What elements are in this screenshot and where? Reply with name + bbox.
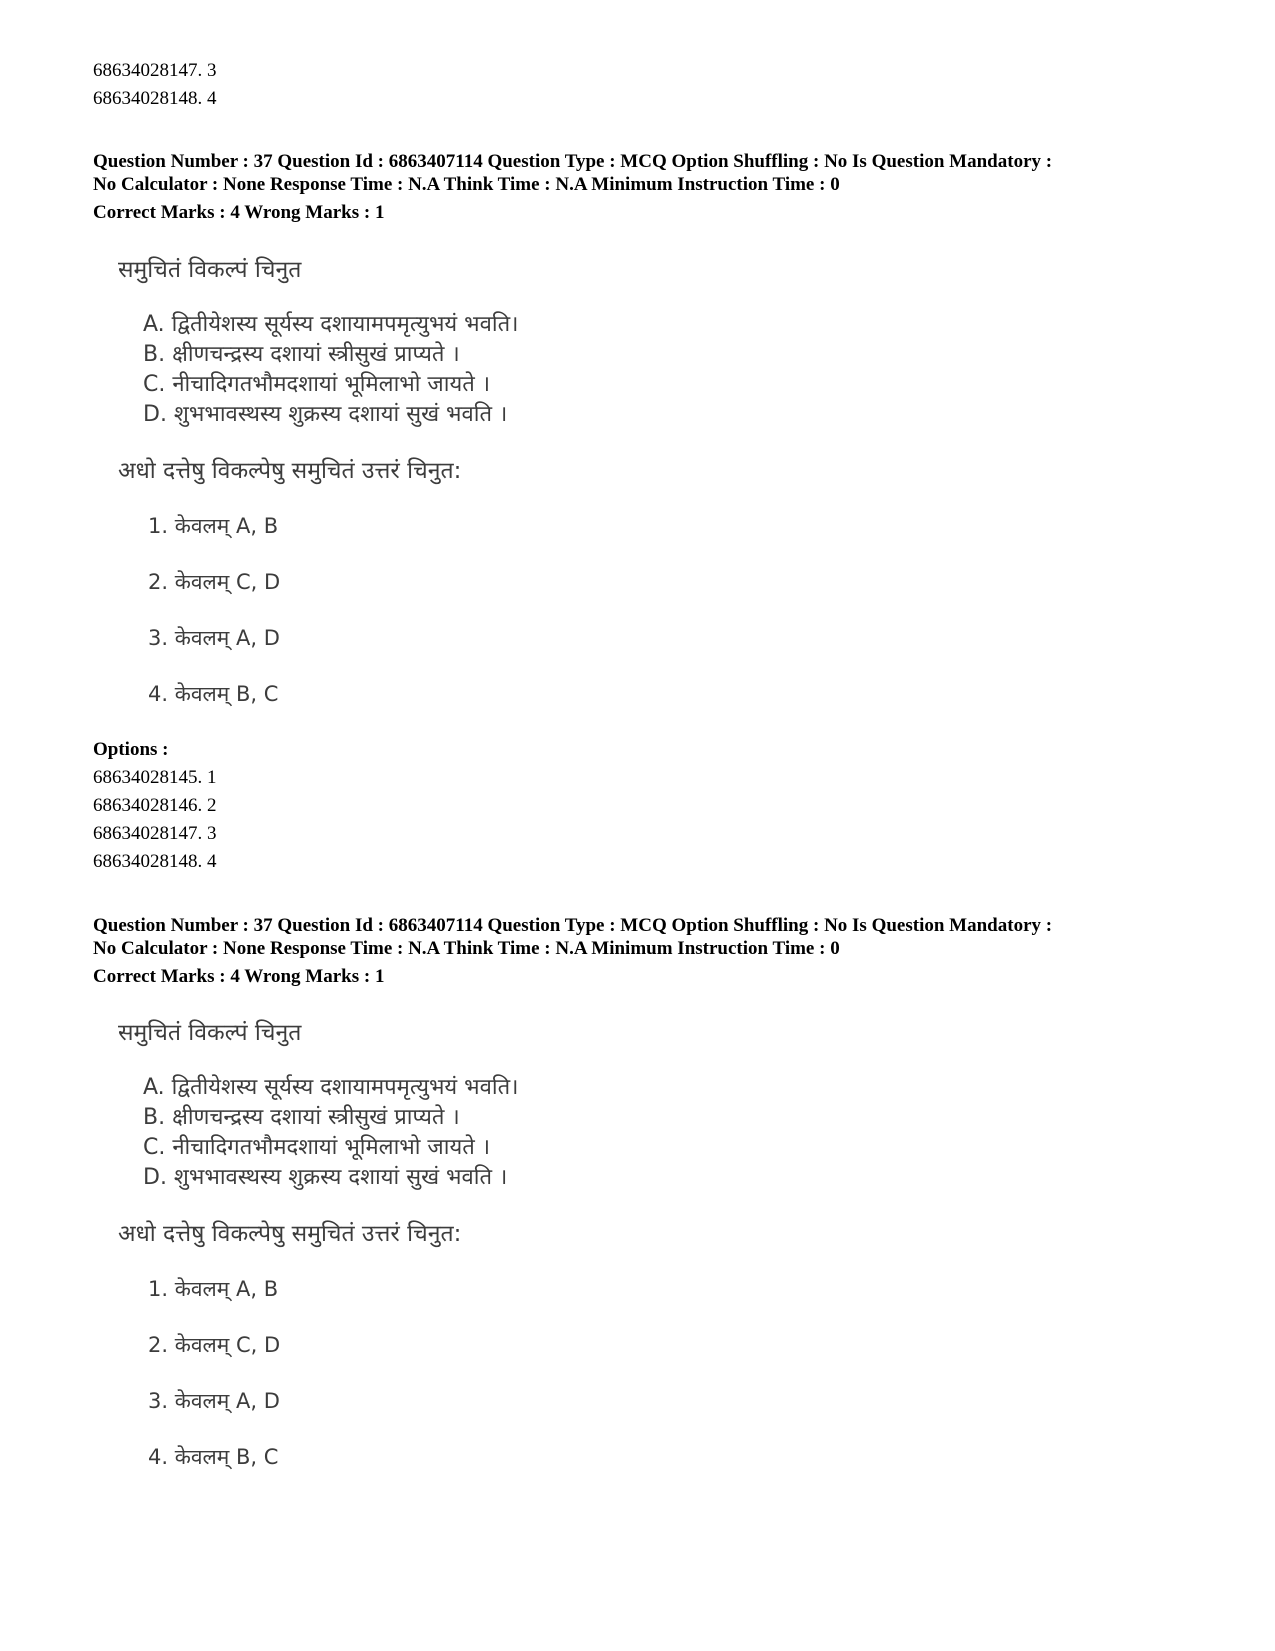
question-header-line1: Question Number : 37 Question Id : 6863407114 Question Type : MCQ Option Shuffling : No Is Question Mandatory :	[93, 151, 1053, 172]
question-header-line1: Question Number : 37 Question Id : 6863407114 Question Type : MCQ Option Shuffling : No Is Question Mandatory :	[93, 915, 1053, 936]
option-line: 68634028146. 2	[93, 795, 217, 816]
answer-choice-1: 1. केवलम् A, B	[148, 514, 279, 538]
answer-choice-2: 2. केवलम् C, D	[148, 1333, 281, 1357]
answer-choice-4: 4. केवलम् B, C	[148, 682, 279, 706]
question-stem: समुचितं विकल्पं चिनुत	[118, 257, 302, 283]
statement-c: C. नीचादिगतभौमदशायां भूमिलाभो जायते ।	[143, 1135, 491, 1160]
answer-choice-3: 3. केवलम् A, D	[148, 626, 280, 650]
question-marks: Correct Marks : 4 Wrong Marks : 1	[93, 202, 385, 223]
statement-c: C. नीचादिगतभौमदशायां भूमिलाभो जायते ।	[143, 372, 491, 397]
answer-choice-4: 4. केवलम् B, C	[148, 1445, 279, 1469]
question-image	[93, 250, 713, 720]
statement-a: A. द्वितीयेशस्य सूर्यस्य दशायामपमृत्युभयं भवति।	[143, 312, 519, 337]
question-marks: Correct Marks : 4 Wrong Marks : 1	[93, 966, 385, 987]
option-line: 68634028147. 3	[93, 60, 217, 81]
question-image	[93, 1013, 713, 1483]
question-stem: समुचितं विकल्पं चिनुत	[118, 1020, 302, 1046]
answer-choice-2: 2. केवलम् C, D	[148, 570, 281, 594]
statement-d: D. शुभभावस्थस्य शुक्रस्य दशायां सुखं भवति ।	[143, 1165, 508, 1190]
option-line: 68634028145. 1	[93, 767, 217, 788]
statement-a: A. द्वितीयेशस्य सूर्यस्य दशायामपमृत्युभयं भवति।	[143, 1075, 519, 1100]
answer-choice-1: 1. केवलम् A, B	[148, 1277, 279, 1301]
question-header-line2: No Calculator : None Response Time : N.A Think Time : N.A Minimum Instruction Time : 0	[93, 938, 840, 959]
question-header-line2: No Calculator : None Response Time : N.A Think Time : N.A Minimum Instruction Time : 0	[93, 174, 840, 195]
option-line: 68634028148. 4	[93, 88, 217, 109]
answer-choice-3: 3. केवलम् A, D	[148, 1389, 280, 1413]
statement-d: D. शुभभावस्थस्य शुक्रस्य दशायां सुखं भवति ।	[143, 402, 508, 427]
question-instruction: अधो दत्तेषु विकल्पेषु समुचितं उत्तरं चिनुत:	[118, 458, 462, 484]
options-label: Options :	[93, 739, 169, 760]
option-line: 68634028148. 4	[93, 851, 217, 872]
question-instruction: अधो दत्तेषु विकल्पेषु समुचितं उत्तरं चिनुत:	[118, 1221, 462, 1247]
option-line: 68634028147. 3	[93, 823, 217, 844]
statement-b: B. क्षीणचन्द्रस्य दशायां स्त्रीसुखं प्राप्यते ।	[143, 1105, 460, 1130]
statement-b: B. क्षीणचन्द्रस्य दशायां स्त्रीसुखं प्राप्यते ।	[143, 342, 460, 367]
